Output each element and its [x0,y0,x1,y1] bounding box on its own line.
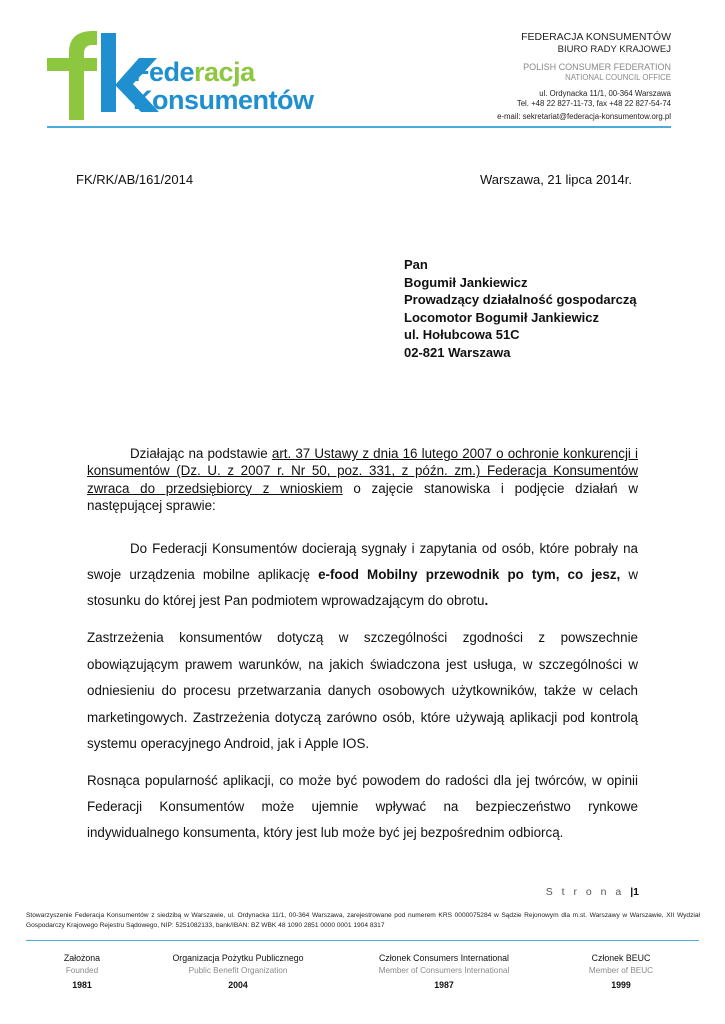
recipient-line: 02-821 Warszawa [404,344,511,360]
col-label-en: Public Benefit Organization [188,965,288,975]
paragraph-signals [87,536,638,614]
footer-col-beuc [536,953,706,992]
legal-footer: Stowarzyszenie Federacja Konsumentów z siedzibą w Warszawie, ul. Ordynacka 11/1, 00-364 Warszawa, zarejestrowane pod numerem KRS 0000075284 w Sądzie Rejonowym dla m.st. Warszawy w Warszawie, XII Wydział Gospodarczy Krajowego Rejestru Sądowego, NIP: 5251082133, bank/IBAN: BZ WBK 48 1090 2851 0000 0001 1904 8317 [26,912,700,929]
page-separator: | [630,886,634,898]
recipient-line: Pan [404,257,428,272]
p1-legal-reference: art. 37 Ustawy z dnia 16 lutego 2007 o ochronie konkurencji i konsumentów (Dz. U. z 2007 r. Nr 50, poz. 331, z późn. zm.) Federacja Konsumentów zwraca do przedsiębiorcy z wnioskiem [87,446,638,496]
col-label-pl: Członek Consumers International [378,953,510,963]
org-name-en: POLISH CONSUMER FEDERATION [523,62,671,72]
col-year: 1981 [72,980,92,990]
logo-f-shape [69,31,97,120]
p2-period: . [484,593,489,608]
header-email: e-mail: sekretariat@federacja-konsumentow.org.pl [497,112,671,121]
bureau-pl: BIURO RADY KRAJOWEJ [557,44,671,55]
page-label: S t r o n a [545,886,625,898]
recipient-line: Locomotor Bogumił Jankiewicz [404,309,600,325]
logo-word-konsumentow: Konsumentów [133,85,314,115]
col-label-en: Founded [65,965,99,975]
header-phone: Tel. +48 22 827-11-73, fax +48 22 827-54-74 [516,99,671,108]
col-label-pl: Organizacja Pożytku Publicznego [172,953,304,963]
footer-col-ci [359,953,529,992]
recipient-line: ul. Hołubcowa 51C [404,327,520,342]
col-year: 1987 [434,980,454,990]
col-label-en: Member of BEUC [588,965,654,975]
p2-text-end: w stosunku do której jest Pan podmiotem wprowadzającym do obrotu [87,567,638,608]
recipient-line: Bogumił Jankiewicz [404,274,528,290]
bureau-en: NATIONAL COUNCIL OFFICE [565,73,671,82]
p1-intro: Działając na podstawie [130,446,272,461]
footer-rule [26,940,699,941]
col-year: 2004 [228,980,248,990]
org-name-pl: FEDERACJA KONSUMENTÓW [521,31,671,43]
page-number: 1 [633,886,639,898]
footer-col-opp [153,953,323,992]
logo-word-fede: Fede [133,57,195,87]
col-label-pl: Założona [63,953,101,963]
logo-wordmark [133,58,314,114]
header-rule [47,126,671,128]
logo-f-bar [47,58,69,71]
header-address: ul. Ordynacka 11/1, 00-364 Warszawa [539,89,671,98]
recipient-address [404,256,637,361]
col-label-pl: Członek BEUC [591,953,651,963]
p2-app-name: e-food Mobilny przewodnik po tym, co jesz, [318,567,621,582]
col-label-en: Member of Consumers International [378,965,510,975]
logo-word-racja: racja [194,57,255,87]
paragraph-legal-basis [87,445,638,515]
col-year: 1999 [611,980,631,990]
paragraph-popularity: Rosnąca popularność aplikacji, co może być powodem do radości dla jej twórców, w opinii Federacji Konsumentów może ujemnie wpływać na bezpieczeństwo rynkowe indywidualnego konsumenta, który jest lub może być jej bezpośrednim odbiorcą. [87,773,638,840]
letter-date: Warszawa, 21 lipca 2014r. [480,172,632,187]
p1-request: o zajęcie stanowiska i podjęcie działań w następującej sprawie: [87,480,638,514]
p2-text: Do Federacji Konsumentów docierają sygnały i zapytania od osób, które pobrały na swoje urządzenia mobilne aplikację [87,541,638,582]
page-indicator [546,886,639,898]
letter-reference: FK/RK/AB/161/2014 [76,172,194,187]
paragraph-objections: Zastrzeżenia konsumentów dotyczą w szczególności zgodności z powszechnie obowiązującym prawem warunków, na jakich świadczona jest usługa, w szczególności w odniesieniu do procesu przetwarzania danych osobowych użytkowników, także w celach marketingowych. Zastrzeżenia dotyczą zarówno osób, które używają aplikacji pod kontrolą systemu operacyjnego Android, jak i Apple IOS. [87,630,638,751]
recipient-line: Prowadzący działalność gospodarczą [404,292,637,307]
letterhead-contact [497,31,671,122]
footer-col-founded [0,953,167,992]
